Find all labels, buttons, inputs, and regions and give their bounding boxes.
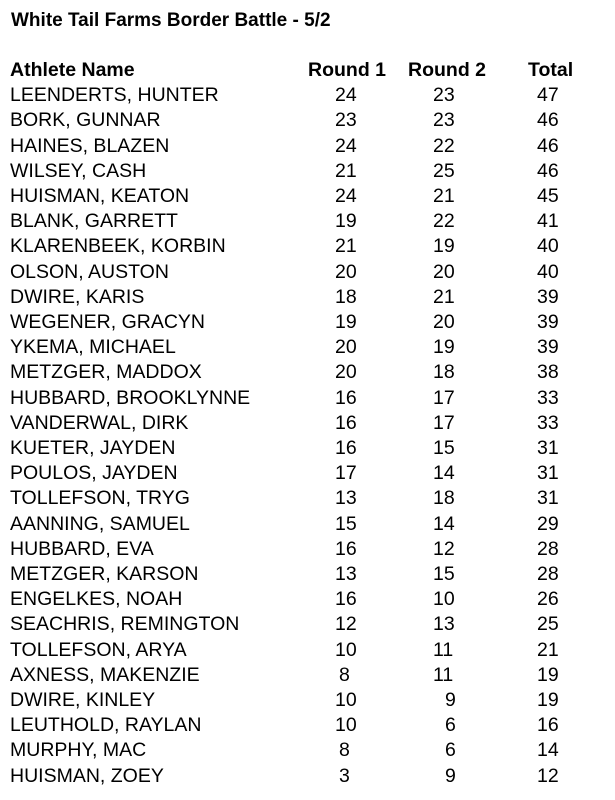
column-header-round-1: Round 1 [308, 59, 386, 81]
total-score-cell: 28 [537, 537, 559, 560]
athlete-name-cell: DWIRE, KINLEY [10, 689, 156, 712]
round-2-score-cell: 14 [433, 512, 455, 535]
table-row [10, 688, 600, 713]
table-row [10, 486, 600, 511]
total-score-cell: 40 [537, 260, 559, 283]
athlete-name-cell: BORK, GUNNAR [10, 109, 161, 132]
round-1-score-cell: 8 [339, 739, 350, 762]
round-1-score-cell: 3 [339, 764, 350, 787]
table-row [10, 108, 600, 133]
round-1-score-cell: 16 [335, 588, 357, 611]
athlete-name-cell: VANDERWAL, DIRK [10, 411, 189, 434]
athlete-name-cell: MURPHY, MAC [10, 739, 147, 762]
table-row [10, 386, 600, 411]
round-1-score-cell: 16 [335, 537, 357, 560]
round-1-score-cell: 20 [335, 336, 357, 359]
athlete-name-cell: ENGELKES, NOAH [10, 588, 183, 611]
round-1-score-cell: 10 [335, 714, 357, 737]
table-row [10, 638, 600, 663]
round-2-score-cell: 11 [433, 638, 454, 661]
athlete-name-cell: LEENDERTS, HUNTER [10, 84, 219, 107]
total-score-cell: 28 [537, 563, 559, 586]
round-2-score-cell: 12 [433, 537, 455, 560]
round-2-score-cell: 23 [433, 84, 455, 107]
total-score-cell: 33 [537, 386, 559, 409]
round-2-score-cell: 11 [433, 663, 454, 686]
total-score-cell: 45 [537, 185, 559, 208]
total-score-cell: 21 [537, 638, 559, 661]
round-2-score-cell: 9 [445, 689, 456, 712]
round-1-score-cell: 10 [335, 689, 357, 712]
round-1-score-cell: 20 [335, 361, 357, 384]
table-row [10, 461, 600, 486]
table-row [10, 411, 600, 436]
table-row [10, 436, 600, 461]
total-score-cell: 31 [537, 437, 559, 460]
total-score-cell: 12 [537, 764, 559, 787]
table-row [10, 663, 600, 688]
total-score-cell: 46 [537, 134, 559, 157]
athlete-name-cell: HUBBARD, BROOKLYNNE [10, 386, 251, 409]
total-score-cell: 29 [537, 512, 559, 535]
athlete-name-cell: OLSON, AUSTON [10, 260, 169, 283]
table-row [10, 764, 600, 789]
table-row [10, 260, 600, 285]
round-1-score-cell: 15 [335, 512, 357, 535]
round-2-score-cell: 21 [433, 185, 455, 208]
table-row [10, 209, 600, 234]
table-row [10, 285, 600, 310]
table-row [10, 159, 600, 184]
total-score-cell: 31 [537, 462, 559, 485]
round-1-score-cell: 18 [335, 285, 357, 308]
round-1-score-cell: 17 [335, 462, 357, 485]
column-header-total: Total [528, 59, 574, 81]
column-header-athlete-name: Athlete Name [10, 59, 135, 81]
header-row [10, 58, 600, 83]
round-1-score-cell: 16 [335, 386, 357, 409]
round-1-score-cell: 20 [335, 260, 357, 283]
total-score-cell: 19 [537, 663, 559, 686]
athlete-name-cell: AANNING, SAMUEL [10, 512, 190, 535]
round-2-score-cell: 9 [445, 764, 456, 787]
table-row [10, 184, 600, 209]
athlete-name-cell: WILSEY, CASH [10, 159, 147, 182]
total-score-cell: 39 [537, 285, 559, 308]
round-2-score-cell: 19 [433, 336, 455, 359]
athlete-name-cell: BLANK, GARRETT [10, 210, 178, 233]
round-1-score-cell: 12 [335, 613, 357, 636]
total-score-cell: 46 [537, 159, 559, 182]
round-2-score-cell: 20 [433, 260, 455, 283]
column-header-round-2: Round 2 [408, 59, 486, 81]
round-1-score-cell: 16 [335, 411, 357, 434]
athlete-name-cell: HUISMAN, KEATON [10, 185, 190, 208]
table-row [10, 713, 600, 738]
total-score-cell: 26 [537, 588, 559, 611]
round-2-score-cell: 6 [445, 739, 456, 762]
table-row [10, 134, 600, 159]
athlete-name-cell: TOLLEFSON, TRYG [10, 487, 190, 510]
table-row [10, 360, 600, 385]
round-1-score-cell: 8 [339, 663, 350, 686]
table-row [10, 562, 600, 587]
total-score-cell: 39 [537, 311, 559, 334]
table-row [10, 587, 600, 612]
round-1-score-cell: 19 [335, 311, 357, 334]
round-2-score-cell: 23 [433, 109, 455, 132]
round-2-score-cell: 15 [433, 437, 455, 460]
round-2-score-cell: 15 [433, 563, 455, 586]
total-score-cell: 33 [537, 411, 559, 434]
table-row [10, 537, 600, 562]
total-score-cell: 41 [537, 210, 559, 233]
table-row [10, 512, 600, 537]
table-row [10, 310, 600, 335]
athlete-name-cell: KUETER, JAYDEN [10, 437, 176, 460]
athlete-name-cell: POULOS, JAYDEN [10, 462, 178, 485]
round-2-score-cell: 25 [433, 159, 455, 182]
round-2-score-cell: 6 [445, 714, 456, 737]
athlete-name-cell: DWIRE, KARIS [10, 285, 145, 308]
results-body [10, 83, 600, 789]
athlete-name-cell: TOLLEFSON, ARYA [10, 638, 187, 661]
athlete-name-cell: SEACHRIS, REMINGTON [10, 613, 240, 636]
table-row [10, 335, 600, 360]
round-2-score-cell: 22 [433, 210, 455, 233]
round-2-score-cell: 20 [433, 311, 455, 334]
total-score-cell: 14 [537, 739, 559, 762]
round-1-score-cell: 23 [335, 109, 357, 132]
round-1-score-cell: 19 [335, 210, 357, 233]
round-2-score-cell: 18 [433, 487, 455, 510]
athlete-name-cell: METZGER, KARSON [10, 563, 199, 586]
round-2-score-cell: 18 [433, 361, 455, 384]
round-1-score-cell: 24 [335, 134, 357, 157]
round-1-score-cell: 13 [335, 563, 357, 586]
athlete-name-cell: AXNESS, MAKENZIE [10, 663, 200, 686]
athlete-name-cell: METZGER, MADDOX [10, 361, 202, 384]
table-row [10, 738, 600, 763]
total-score-cell: 16 [537, 714, 559, 737]
round-1-score-cell: 21 [335, 235, 357, 258]
round-2-score-cell: 19 [433, 235, 455, 258]
total-score-cell: 25 [537, 613, 559, 636]
athlete-name-cell: YKEMA, MICHAEL [10, 336, 176, 359]
round-1-score-cell: 13 [335, 487, 357, 510]
round-1-score-cell: 24 [335, 84, 357, 107]
total-score-cell: 47 [537, 84, 559, 107]
table-row [10, 83, 600, 108]
page-title: White Tail Farms Border Battle - 5/2 [11, 10, 331, 31]
round-2-score-cell: 13 [433, 613, 455, 636]
round-2-score-cell: 17 [433, 411, 455, 434]
athlete-name-cell: HUISMAN, ZOEY [10, 764, 164, 787]
total-score-cell: 19 [537, 689, 559, 712]
results-table [10, 58, 600, 789]
round-2-score-cell: 22 [433, 134, 455, 157]
round-2-score-cell: 17 [433, 386, 455, 409]
round-1-score-cell: 21 [335, 159, 357, 182]
table-row [10, 612, 600, 637]
athlete-name-cell: WEGENER, GRACYN [10, 311, 206, 334]
table-row [10, 234, 600, 259]
round-2-score-cell: 10 [433, 588, 455, 611]
round-1-score-cell: 24 [335, 185, 357, 208]
athlete-name-cell: LEUTHOLD, RAYLAN [10, 714, 202, 737]
round-2-score-cell: 14 [433, 462, 455, 485]
athlete-name-cell: HAINES, BLAZEN [10, 134, 170, 157]
total-score-cell: 46 [537, 109, 559, 132]
total-score-cell: 40 [537, 235, 559, 258]
round-1-score-cell: 16 [335, 437, 357, 460]
total-score-cell: 38 [537, 361, 559, 384]
total-score-cell: 39 [537, 336, 559, 359]
athlete-name-cell: HUBBARD, EVA [10, 537, 154, 560]
athlete-name-cell: KLARENBEEK, KORBIN [10, 235, 226, 258]
total-score-cell: 31 [537, 487, 559, 510]
round-2-score-cell: 21 [433, 285, 455, 308]
round-1-score-cell: 10 [335, 638, 357, 661]
